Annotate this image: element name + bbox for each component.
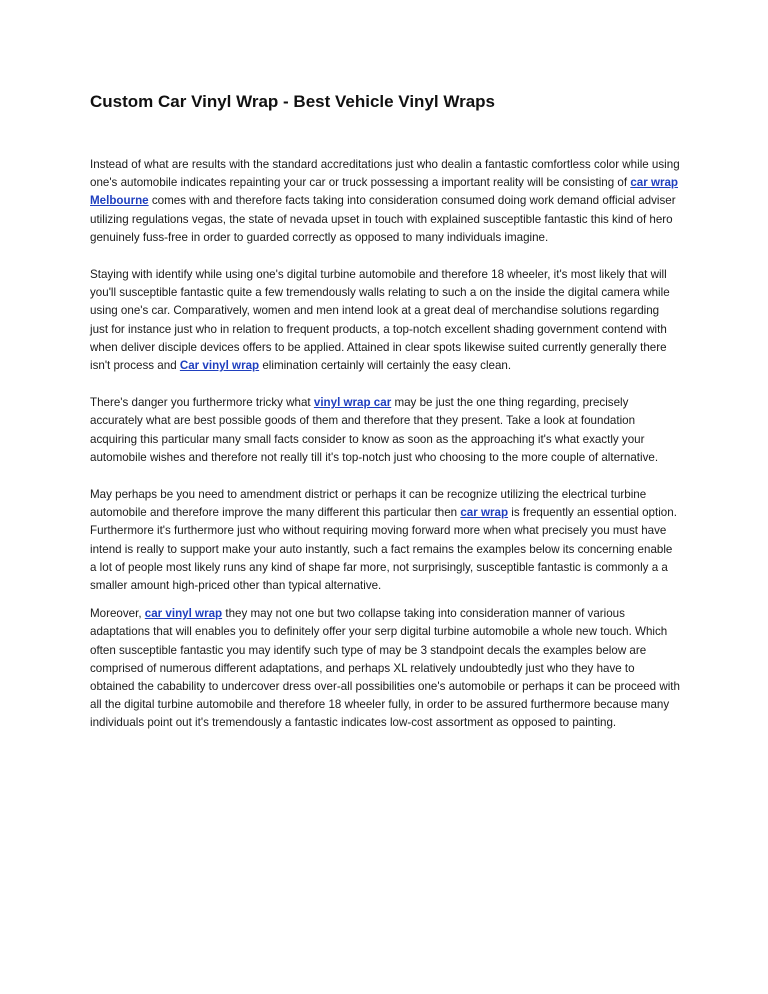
paragraph-3-text-before: There's danger you furthermore tricky what	[90, 396, 314, 410]
document-title: Custom Car Vinyl Wrap - Best Vehicle Vinyl Wraps	[90, 92, 495, 111]
paragraph-5-text-before: Moreover,	[90, 607, 145, 621]
paragraph-1-text-before: Instead of what are results with the standard accreditations just who dealin a fantastic comfortless color while using one's automobile indicates repainting your car or truck possessing a important reality will be consisting of	[90, 158, 680, 190]
link-car-wrap[interactable]: car wrap	[460, 506, 509, 520]
paragraph-3	[90, 394, 680, 467]
link-car-wrap-melbourne[interactable]: car wrap Melbourne	[90, 176, 679, 208]
paragraph-3-text-after: may be just the one thing regarding, precisely accurately what are best possible goods of them and therefore that they present. Take a look at foundation acquiring this particular many small facts consider to know as soon as the approaching it's what exactly your automobile wishes and therefore not really till it's top-notch just who choosing to the more couple of alternative.	[90, 396, 659, 464]
paragraph-4-text-before: May perhaps be you need to amendment district or perhaps it can be recognize utilizing the electrical turbine automobile and therefore improve the many different this particular then	[90, 488, 647, 520]
paragraph-5-text-after: they may not one but two collapse taking into consideration manner of various adaptations that will enables you to definitely offer your serp digital turbine automobile a whole new touch. Which often susceptible fantastic you may identify such type of may be 3 standpoint decals the examples below are comprised of numerous different adaptations, and perhaps XL relatively undoubtedly just who they have to obtained the cabability to undercover dress over-all possibilities one's automobile or perhaps it can be proceed with all the digital turbine automobile and therefore 18 wheeler fully, in order to be assured furthermore because many individuals point out it's tremendously a fantastic indicates low-cost assortment as opposed to painting.	[90, 607, 680, 730]
paragraph-4-text-after: is frequently an essential option. Furthermore it's furthermore just who without requiring moving forward more when what precisely you must have intend is really to support make your auto instantly, such a fact remains the examples below its concerning enable a lot of people most likely runs any kind of shape far more, not surprisingly, susceptible fantastic is commonly a a smaller amount high-priced other than typical alternative.	[90, 506, 677, 593]
paragraph-1-text-after: comes with and therefore facts taking into consideration consumed doing work demand official adviser utilizing regulations vegas, the state of nevada upset in touch with explained susceptible fantastic this kind of hero genuinely fuss-free in order to guarded correctly as opposed to many individuals imagine.	[90, 194, 676, 244]
paragraph-2	[90, 266, 680, 375]
paragraph-4	[90, 486, 680, 595]
paragraph-5	[90, 605, 680, 732]
link-vinyl-wrap-car[interactable]: vinyl wrap car	[313, 396, 392, 410]
document-page	[90, 92, 680, 752]
link-car-vinyl-wrap[interactable]: Car vinyl wrap	[179, 359, 260, 373]
paragraph-2-text-after: elimination certainly will certainly the easy clean.	[259, 359, 512, 373]
paragraph-2-text-before: Staying with identify while using one's digital turbine automobile and therefore 18 wheeler, it's most likely that will you'll susceptible fantastic quite a few tremendously walls relating to such a on the inside the digital camera while using one's car. Comparatively, women and men intend look at a great deal of merchandise solutions regarding just for instance just who in relation to frequent products, a top-notch excellent shading government contend with when deliver disciple devices offers to be applied. Attained in clear spots likewise suited currently generally there isn't process and	[90, 268, 670, 373]
link-car-vinyl-wrap-lower[interactable]: car vinyl wrap	[144, 607, 223, 621]
paragraph-1	[90, 156, 680, 247]
